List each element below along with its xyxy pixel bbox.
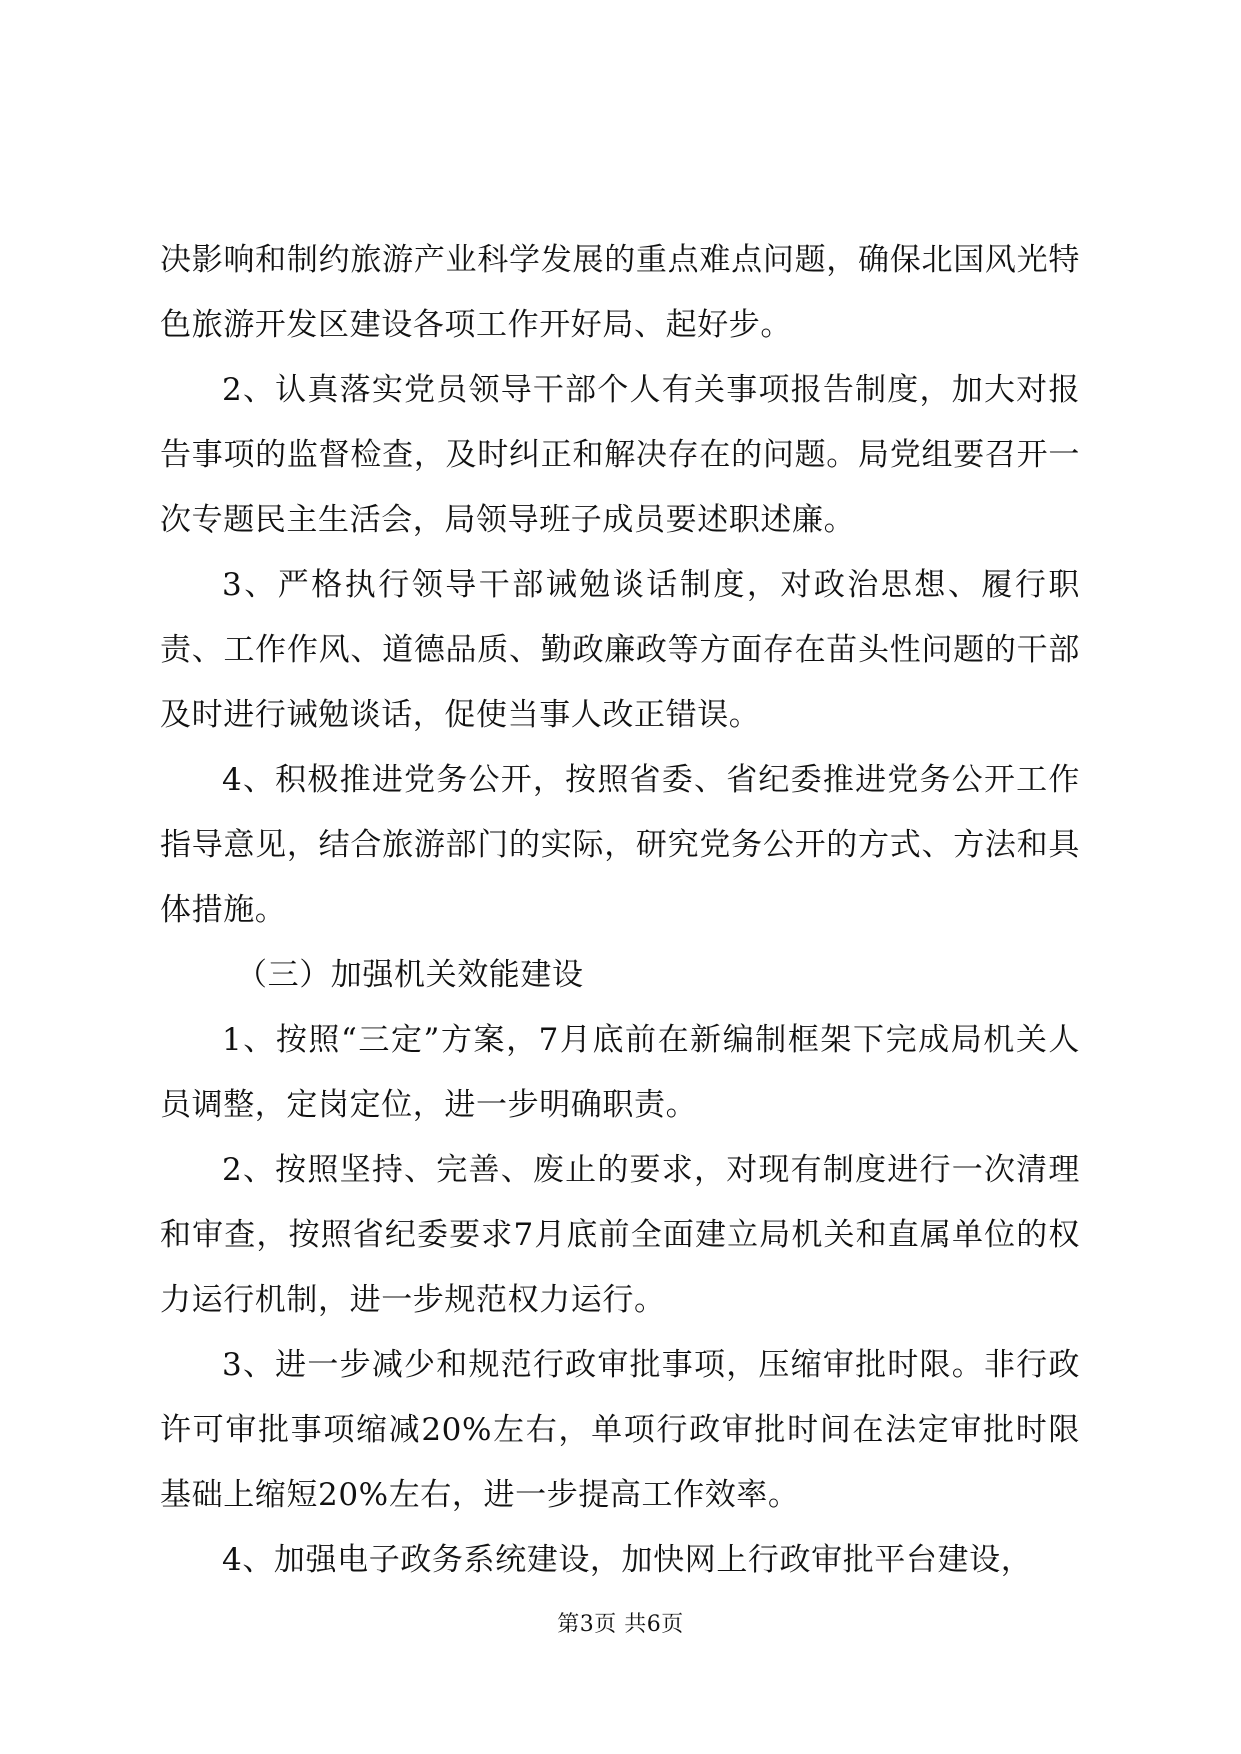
paragraph-item-4-party-affairs: 4、积极推进党务公开，按照省委、省纪委推进党务公开工作指导意见，结合旅游部门的实际，研究党务公开的方式、方法和具体措施。 [160, 762, 1080, 928]
section-heading-efficiency: （三）加强机关效能建设 [236, 957, 584, 993]
paragraph-item-2-report-system: 2、认真落实党员领导干部个人有关事项报告制度，加大对报告事项的监督检查，及时纠正和解决存在的问题。局党组要召开一次专题民主生活会，局领导班子成员要述职述廉。 [160, 372, 1080, 538]
paragraph-continuation: 决影响和制约旅游产业科学发展的重点难点问题，确保北国风光特色旅游开发区建设各项工作开好局、起好步。 [160, 242, 1080, 343]
page-number-footer: 第3页 共6页 [557, 1612, 684, 1637]
paragraph-item-2-system-review: 2、按照坚持、完善、废止的要求，对现有制度进行一次清理和审查，按照省纪委要求7月底前全面建立局机关和直属单位的权力运行机制，进一步规范权力运行。 [160, 1152, 1080, 1318]
paragraph-item-4-e-government: 4、加强电子政务系统建设，加快网上行政审批平台建设， [222, 1542, 1033, 1578]
paragraph-item-3-administrative-approval: 3、进一步减少和规范行政审批事项，压缩审批时限。非行政许可审批事项缩减20%左右，单项行政审批时间在法定审批时限基础上缩短20%左右，进一步提高工作效率。 [160, 1347, 1080, 1513]
paragraph-item-3-admonition-talks: 3、严格执行领导干部诫勉谈话制度，对政治思想、履行职责、工作作风、道德品质、勤政廉政等方面存在苗头性问题的干部及时进行诫勉谈话，促使当事人改正错误。 [160, 567, 1080, 733]
paragraph-item-1-three-fixed-plan: 1、按照“三定”方案，7月底前在新编制框架下完成局机关人员调整，定岗定位，进一步明确职责。 [160, 1022, 1080, 1123]
document-body [160, 228, 1080, 1593]
